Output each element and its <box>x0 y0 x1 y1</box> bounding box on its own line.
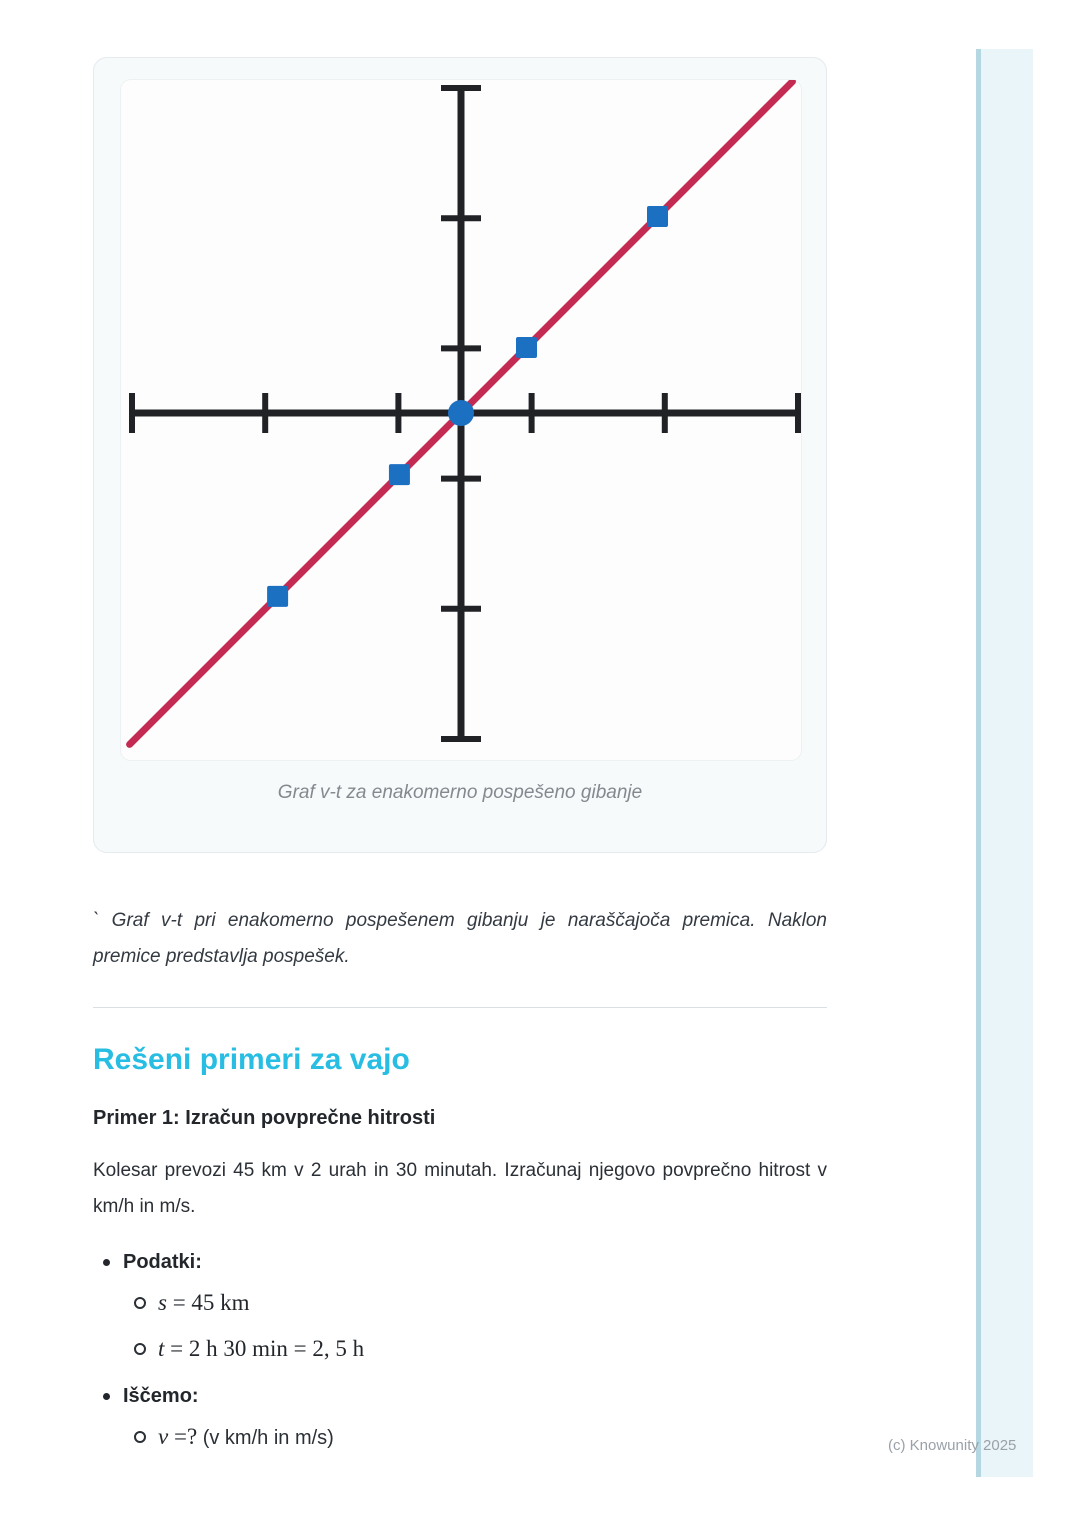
figure-note: ` Graf v-t pri enakomerno pospešenem gibanju je naraščajoča premica. Naklon premice predstavlja pospešek. <box>93 910 827 967</box>
math-expression <box>158 1336 364 1362</box>
example-list <box>93 1249 827 1455</box>
main-content <box>93 853 827 1455</box>
math-variable: s <box>158 1290 167 1315</box>
list-subitem-s <box>93 1285 827 1321</box>
math-expression <box>158 1424 334 1450</box>
math-suffix: (v km/h in m/s) <box>197 1427 334 1449</box>
math-rest: = 2 h 30 min = 2, 5 h <box>164 1336 365 1361</box>
figure-card <box>93 57 827 853</box>
example-body: Kolesar prevozi 45 km v 2 urah in 30 minutah. Izračunaj njegovo povprečno hitrost v km/h in m/s. <box>93 1160 827 1217</box>
right-page-bar <box>976 49 1033 1477</box>
seek-label: Iščemo: <box>123 1385 199 1407</box>
given-label: Podatki: <box>123 1251 202 1273</box>
bullet-disc-icon <box>103 1393 110 1400</box>
bullet-circle-icon <box>134 1343 146 1355</box>
figure-caption: Graf v-t za enakomerno pospešeno gibanje <box>277 782 643 803</box>
vt-graph-figure <box>121 80 801 760</box>
math-variable: t <box>158 1336 165 1361</box>
list-item-seek <box>93 1383 827 1409</box>
section-divider <box>93 1007 827 1008</box>
math-rest: = 45 km <box>166 1290 250 1315</box>
copyright-text: (c) Knowunity 2025 <box>888 1437 1017 1454</box>
bullet-disc-icon <box>103 1259 110 1266</box>
math-expression <box>158 1290 250 1316</box>
list-item-given <box>93 1249 827 1275</box>
math-rest: =? <box>168 1424 198 1449</box>
section-heading: Rešeni primeri za vajo <box>93 1043 410 1076</box>
vt-chart-svg <box>121 80 801 760</box>
bullet-circle-icon <box>134 1297 146 1309</box>
list-subitem-t <box>93 1331 827 1367</box>
list-subitem-v <box>93 1419 827 1455</box>
math-variable: v <box>158 1424 169 1449</box>
bullet-circle-icon <box>134 1431 146 1443</box>
example-title: Primer 1: Izračun povprečne hitrosti <box>93 1107 436 1129</box>
